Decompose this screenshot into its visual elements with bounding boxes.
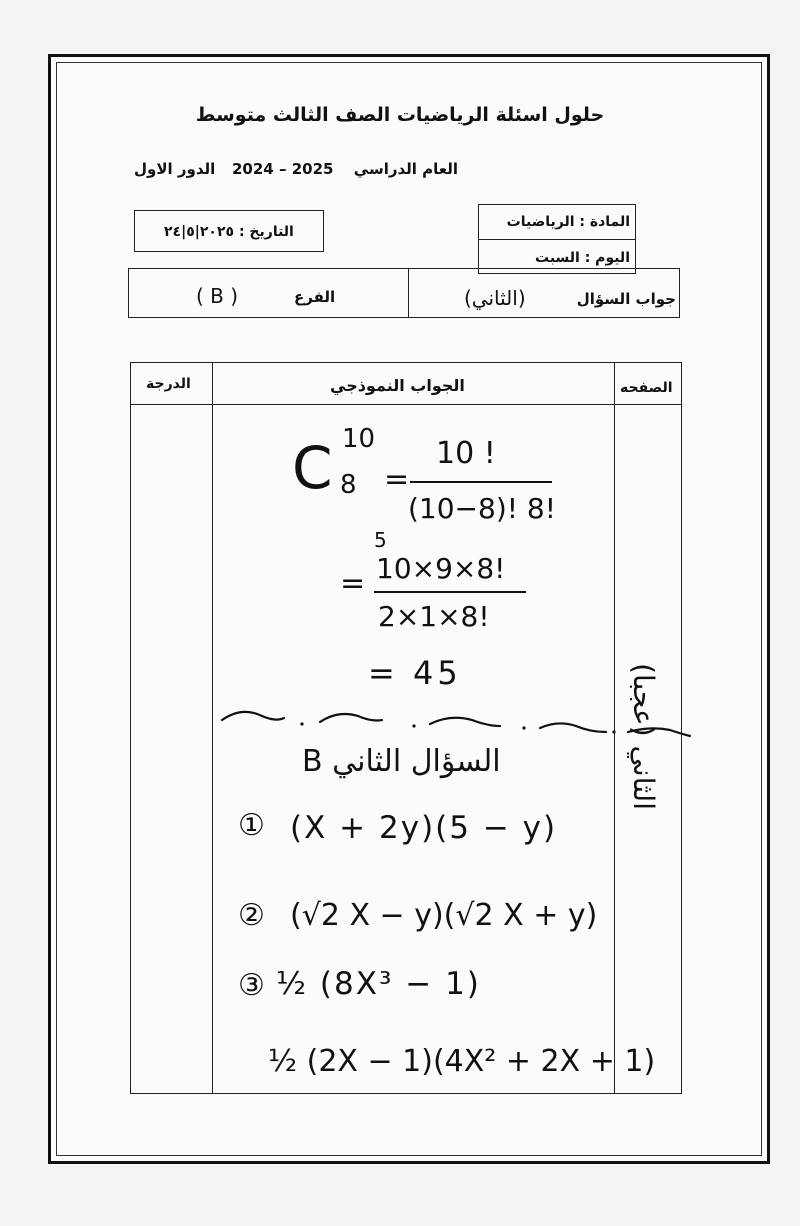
exam-round: الدور الاول [134,160,216,178]
fraction1-bar [410,481,552,483]
answer-3-number: ③ [238,968,265,1003]
academic-year-label: العام الدراسي [353,160,458,178]
fraction1-denominator: (10−8)! 8! [408,492,556,525]
answer-1-expression: (X + 2y)(5 − y) [290,810,558,846]
margin-note: الثاني (عجبا) [627,663,660,810]
exam-date: التاريخ : ٢٠٢٥|٥|٢٤ [164,224,294,240]
combination-symbol: C [292,434,333,502]
branch-value: ( B ) [196,284,239,308]
answer-2-number: ② [238,898,265,933]
table-col-divider-left [212,362,213,1094]
answer-label: جواب السؤال [576,290,676,308]
equals-1: = [384,462,410,497]
fraction2-numerator: 10×9×8! [376,552,506,585]
fraction1-numerator: 10 ! [436,436,496,471]
question2-heading: السؤال الثاني B [302,744,501,779]
answer-1-number: ① [238,808,265,843]
cancel-mark: 5 [374,528,387,552]
equals-2: = [340,566,366,601]
fraction2-denominator: 2×1×8! [378,600,490,633]
answer-branch-divider [408,268,409,318]
answer-3b-expression: ½ (2X − 1)(4X² + 2X + 1) [268,1044,656,1079]
combination-r: 8 [340,470,357,500]
branch-label: الفرع [294,288,336,306]
answer-value: (الثاني) [464,286,526,310]
table-col-divider-right [614,362,615,1094]
answer-2-expression: (√2 X − y)(√2 X + y) [290,898,598,933]
subject-box-divider [478,239,636,240]
result: = 45 [368,654,462,692]
fraction2-bar [374,591,526,593]
page-title: حلول اسئلة الرياضيات الصف الثالث متوسط [195,104,605,126]
academic-year: 2024 – 2025 [232,160,334,178]
header-model-answer: الجواب النموذجي [330,376,465,395]
exam-day: اليوم : السبت [535,250,630,266]
combination-n: 10 [342,424,376,454]
header-page: الصفحه [620,380,673,396]
answer-3-expression: ½ (8X³ − 1) [276,966,481,1002]
header-grade: الدرجة [146,376,191,392]
subject: المادة : الرياضيات [506,214,630,230]
